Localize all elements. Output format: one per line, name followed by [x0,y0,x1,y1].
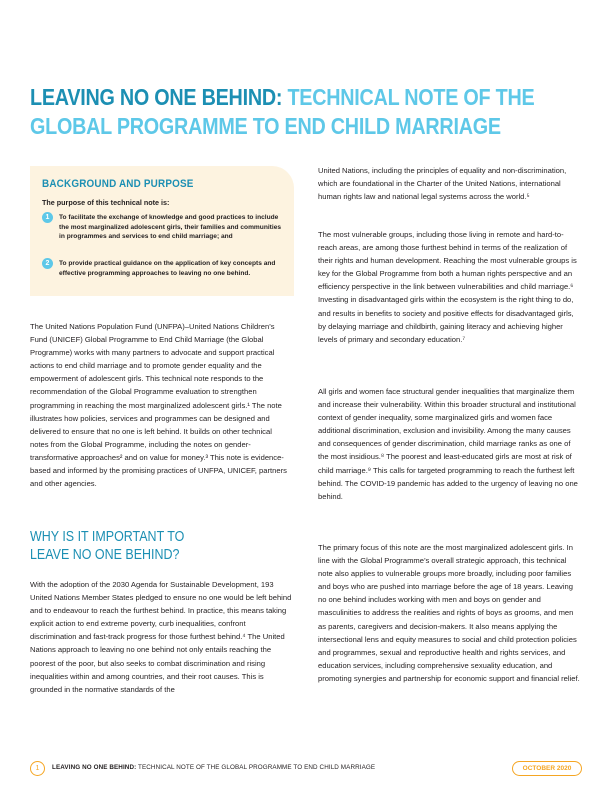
section-heading [30,528,184,564]
footer-title-rest: TECHNICAL NOTE OF THE GLOBAL PROGRAMME TO END CHILD MARRIAGE [136,764,376,771]
number-badge-icon: 1 [42,212,53,223]
col2-para3 [318,385,582,503]
paragraph: The primary focus of this note are the most marginalized adolescent girls. In line with the Global Programme’s overall strategic approach, this technical note also applies to vulnerable groups more broadly, including poor families and boys who are pushed into marriage before the age of 18 years. Leaving no one behind includes working with men and boys on gender and masculinities to address the realities and rights of boys as grooms, and men as parents, caregivers and decision-makers. It also means applying the intersectional lens and equity measures to social and child protection policies and programmes, sexual and reproductive health and rights services, and education services, including comprehensive sexuality education, and promoting synergies and partnership for economic support and financial relief. [318,543,580,683]
section-heading-line2: LEAVE NO ONE BEHIND? [30,547,180,563]
purpose-item-text: To provide practical guidance on the application of key concepts and effective programming approaches to leaving no one behind. [59,260,276,277]
number-badge-icon: 2 [42,258,53,269]
page-number: 1 [30,761,45,776]
footer-date-badge: OCTOBER 2020 [512,761,582,776]
purpose-item-text: To facilitate the exchange of knowledge and good practices to include the most marginalized adolescent girls, their families and communities in programmes and services to end child marriage; and [59,214,282,241]
title-part1: LEAVING NO ONE BEHIND: [30,84,283,110]
title-part2-line2: GLOBAL PROGRAMME TO END CHILD MARRIAGE [30,113,501,139]
page-title [30,83,535,141]
paragraph: All girls and women face structural gender inequalities that marginalize them and increase their vulnerability. Within this broader structural and institutional context of gender inequality, some marginalized girls and women face additional discrimination, exclusion and invisibility. Among the many causes and consequences of gender discrimination, child marriage ranks as one of the most insidious.⁸ The poorest and least-educated girls are most at risk of child marriage.⁹ This calls for targeted programming to reach the furthest left behind. The COVID-19 pandemic has added to the urgency of leaving no one behind. [318,387,578,501]
title-part2-line1: TECHNICAL NOTE OF THE [282,84,535,110]
paragraph: With the adoption of the 2030 Agenda for Sustainable Development, 193 United Nations Member States pledged to ensure no one would be left behind and to endeavour to reach the furthest behind. In practice, this means taking explicit action to end extreme poverty, curb inequalities, confront discrimination and fast-track progress for those furthest behind.⁴ The United Nations approach to leaving no one behind not only entails reaching the poorest of the poor, but also seeks to combat discrimination and rising inequalities within and among countries, and their root causes. This is grounded in the normative standards of the [30,580,292,694]
footer-title-bold: LEAVING NO ONE BEHIND: [52,764,137,771]
col1-para2 [30,578,292,696]
footer-running-title [52,764,375,771]
purpose-box-intro: The purpose of this technical note is: [42,198,170,207]
paragraph: United Nations, including the principles of equality and non-discrimination, which are foundational in the Charter of the United Nations, international human rights law and national legal systems across the world.⁵ [318,166,567,202]
purpose-box-heading: BACKGROUND AND PURPOSE [42,178,194,190]
col1-para1 [30,320,292,490]
paragraph: The United Nations Population Fund (UNFPA)–United Nations Children’s Fund (UNICEF) Global Programme to End Child Marriage (the Global Programme) works with many partners to advocate and support practical actions to end child marriage and to promote gender equality and the empowerment of adolescent girls. This technical note responds to the recommendation of the Global Programme evaluation to strengthen programming in reaching the most marginalized adolescent girls.¹ The note illustrates how policies, services and programmes can be designed and delivered to ensure that no one is left behind. It builds on other technical notes from the Global Programme, including the notes on gender-transformative approaches² and on value for money.³ This note is evidence-based and informed by the promising practices of UNFPA, UNICEF, partners and other agencies. [30,322,287,489]
col2-para4 [318,541,582,685]
col2-para1 [318,164,582,203]
col2-para2 [318,228,582,346]
background-purpose-box [30,166,294,296]
section-heading-line1: WHY IS IT IMPORTANT TO [30,529,185,545]
paragraph: The most vulnerable groups, including those living in remote and hard-to-reach areas, are among those furthest behind in terms of the realization of their rights and human development. Reaching the most vulnerable groups is key for the Global Programme from both a human rights perspective and an efficiency perspective in the link between vulnerabilities and child marriage.⁶ Investing in disadvantaged girls within the ecosystem is the right thing to do, and results in benefits to society and positive effects for disadvantaged girls, by delaying marriage and childbirth, gaining literacy and achieving higher levels of primary and secondary education.⁷ [318,230,577,344]
